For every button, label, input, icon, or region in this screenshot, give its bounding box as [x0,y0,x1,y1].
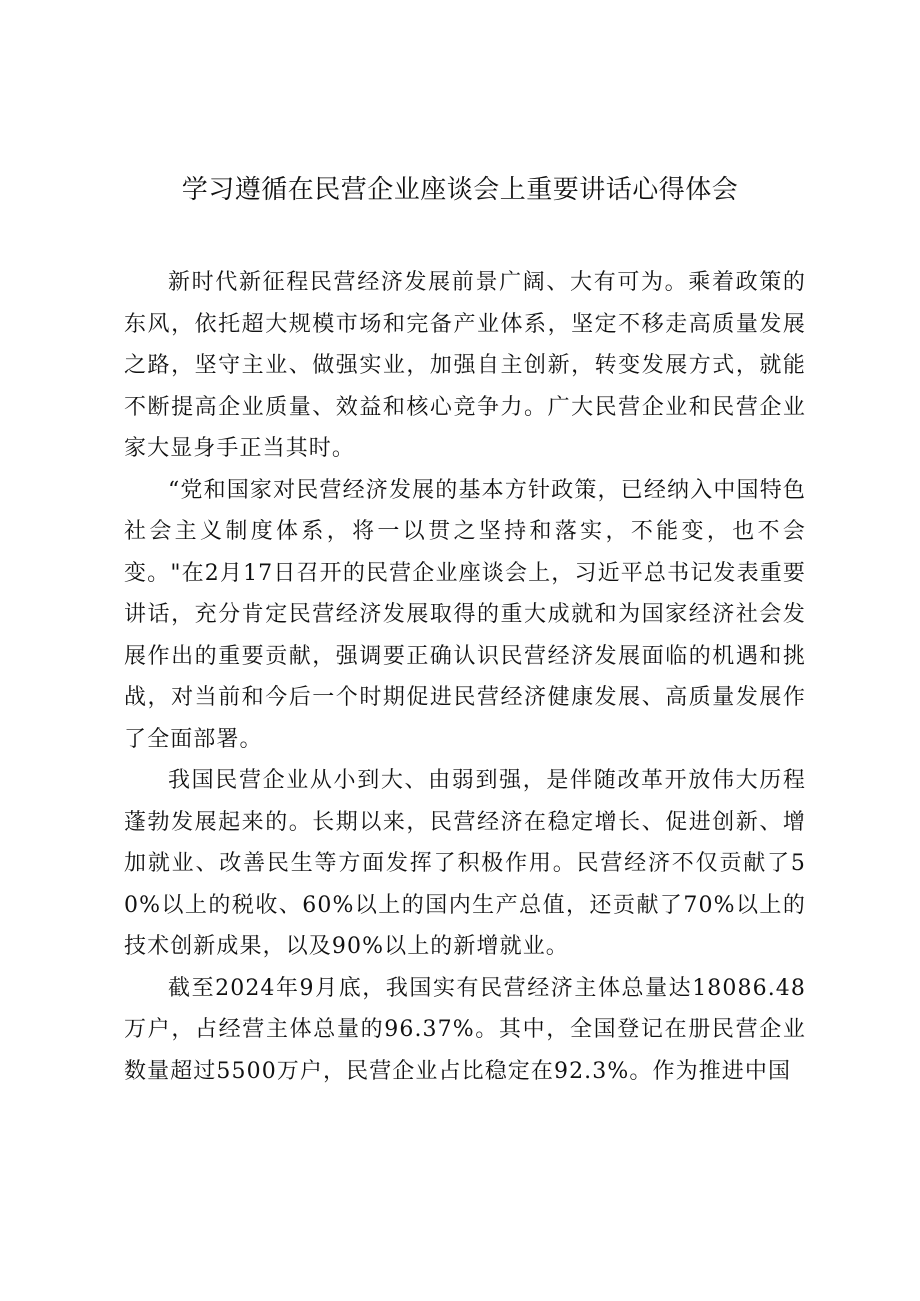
paragraph: 新时代新征程民营经济发展前景广阔、大有可为。乘着政策的东风，依托超大规模市场和完备产业体系，坚定不移走高质量发展之路，坚守主业、做强实业，加强自主创新，转变发展方式，就能不断提高企业质量、效益和核心竞争力。广大民营企业和民营企业家大显身手正当其时。 [124,270,806,461]
paragraph: 我国民营企业从小到大、由弱到强，是伴随改革开放伟大历程蓬勃发展起来的。长期以来，民营经济在稳定增长、促进创新、增加就业、改善民生等方面发挥了积极作用。民营经济不仅贡献了50%以上的税收、60%以上的国内生产总值，还贡献了70%以上的技术创新成果，以及90%以上的新增就业。 [124,768,806,959]
paragraph: 截至2024年9月底，我国实有民营经济主体总量达18086.48万户，占经营主体总量的96.37%。其中，全国登记在册民营企业数量超过5500万户，民营企业占比稳定在92.3%。作为推进中国 [124,975,806,1084]
document-title: 学习遵循在民营企业座谈会上重要讲话心得体会 [181,175,739,205]
document-body [124,262,806,1092]
paragraph: “党和国家对民营经济发展的基本方针政策，已经纳入中国特色社会主义制度体系，将一以贯之坚持和落实，不能变，也不会变。"在2月17日召开的民营企业座谈会上，习近平总书记发表重要讲话，充分肯定民营经济发展取得的重大成就和为国家经济社会发展作出的重要贡献，强调要正确认识民营经济发展面临的机遇和挑战，对当前和今后一个时期促进民营经济健康发展、高质量发展作了全面部署。 [124,477,806,752]
